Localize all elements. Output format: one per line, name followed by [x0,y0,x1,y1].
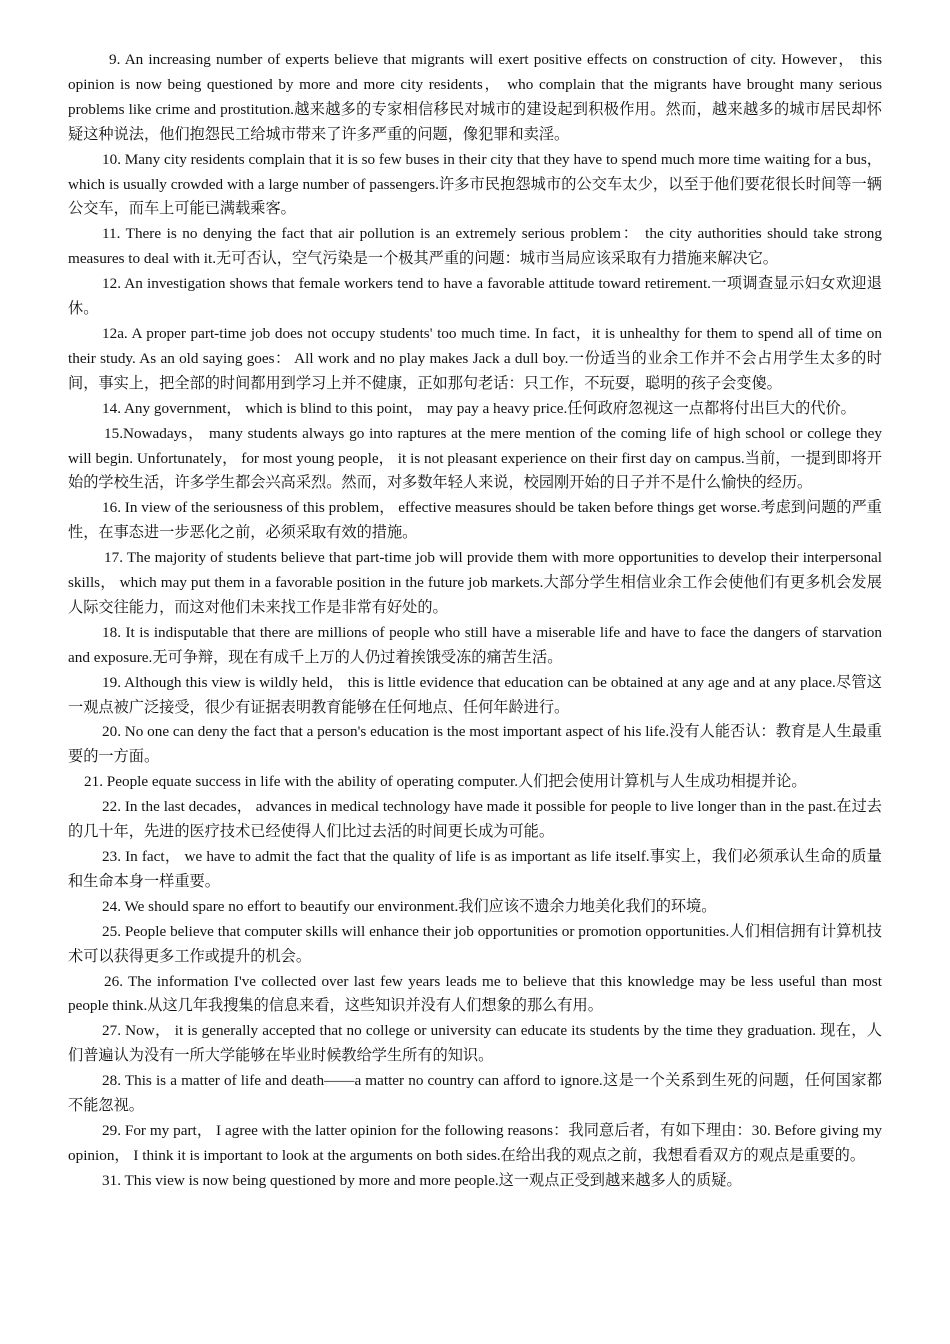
paragraph-17: 17. The majority of students believe that part-time job will provide them with more opportunities to develop their interpersonal skills， which may put them in a favorable position in the future job markets.大部分学生相信业余工作会使他们有更多机会发展人际交往能力，而这对他们未来找工作是非常有好处的。 [68,549,882,616]
paragraph-20: 20. No one can deny the fact that a person's education is the most important aspect of his life.没有人能否认：教育是人生最重要的一方面。 [68,723,882,766]
paragraph-28: 28. This is a matter of life and death——a matter no country can afford to ignore.这是一个关系到生死的问题，任何国家都不能忽视。 [68,1072,882,1115]
paragraph-19: 19. Although this view is wildly held， this is little evidence that education can be obtained at any age and at any place.尽管这一观点被广泛接受，很少有证据表明教育能够在任何地点、任何年龄进行。 [68,673,882,716]
paragraph-26: 26. The information I've collected over last few years leads me to believe that this knowledge may be less useful than most people think.从这几年我搜集的信息来看，这些知识并没有人们想象的那么有用。 [68,972,882,1015]
paragraph-14: 14. Any government， which is blind to this point， may pay a heavy price.任何政府忽视这一点都将付出巨大的代价。 [102,399,856,417]
paragraph-23: 23. In fact， we have to admit the fact that the quality of life is as important as life itself.事实上，我们必须承认生命的质量和生命本身一样重要。 [68,848,882,890]
paragraph-9: 9. An increasing number of experts believe that migrants will exert positive effects on construction of city. However， this opinion is now being questioned by more and more city residents， who complain that the migrants have brought many serious problems like crime and prostitution.越来越多的专家相信移民对城市的建设起到积极作用。然而，越来越多的城市居民却怀疑这种说法，他们抱怨民工给城市带来了许多严重的问题，像犯罪和卖淫。 [68,51,882,143]
paragraph-10: 10. Many city residents complain that it is so few buses in their city that they have to spend much more time waiting for a bus，which is usually crowded with a large number of passengers.许多市民抱怨城市的公交车太少，以至于他们要花很长时间等一辆公交车，而车上可能已满载乘客。 [68,150,882,218]
paragraph-27: 27. Now， it is generally accepted that no college or university can educate its students by the time they graduation. 现在，人们普遍认为没有一所大学能够在毕业时候教给学生所有的知识。 [68,1022,882,1065]
paragraph-12a: 12a. A proper part-time job does not occupy students' too much time. In fact，it is unhealthy for them to spend all of time on their study. As an old saying goes： All work and no play makes Jack a dull boy.一份适当的业余工作并不会占用学生太多的时间，事实上，把全部的时间都用到学习上并不健康，正如那句老话：只工作，不玩耍，聪明的孩子会变傻。 [68,324,882,392]
paragraph-15: 15.Nowadays， many students always go into raptures at the mere mention of the coming life of high school or college they will begin. Unfortunately， for most young people， it is not pleasant experience on their first day on campus.当前，一提到即将开始的学校生活，许多学生都会兴高采烈。然而，对多数年轻人来说，校园刚开始的日子并不是什么愉快的经历。 [68,424,882,492]
paragraph-18: 18. It is indisputable that there are millions of people who still have a miserable life and have to face the dangers of starvation and exposure.无可争辩，现在有成千上万的人仍过着挨饿受冻的痛苦生活。 [68,623,882,666]
paragraph-16: 16. In view of the seriousness of this problem， effective measures should be taken before things get worse.考虑到问题的严重性，在事态进一步恶化之前，必须采取有效的措施。 [68,499,882,542]
paragraph-24: 24. We should spare no effort to beautify our environment.我们应该不遗余力地美化我们的环境。 [102,897,717,915]
paragraph-11: 11. There is no denying the fact that air pollution is an extremely serious problem： the city authorities should take strong measures to deal with it.无可否认，空气污染是一个极其严重的问题：城市当局应该采取有力措施来解决它。 [68,225,882,268]
paragraph-22: 22. In the last decades， advances in medical technology have made it possible for people to live longer than in the past.在过去的几十年，先进的医疗技术已经使得人们比过去活的时间更长成为可能。 [68,798,882,841]
paragraph-25: 25. People believe that computer skills will enhance their job opportunities or promotion opportunities.人们相信拥有计算机技术可以获得更多工作或提升的机会。 [68,922,882,965]
paragraph-31: 31. This view is now being questioned by more and more people.这一观点正受到越来越多人的质疑。 [102,1171,742,1189]
paragraph-29-30: 29. For my part， I agree with the latter opinion for the following reasons：我同意后者，有如下理由：30. Before giving my opinion， I think it is important to look at the arguments on both sides.在给出我的观点之前，我想看看双方的观点是重要的。 [68,1121,882,1164]
paragraph-21: 21. People equate success in life with the ability of operating computer.人们把会使用计算机与人生成功相提并论。 [84,773,807,791]
paragraph-12: 12. An investigation shows that female workers tend to have a favorable attitude toward retirement.一项调查显示妇女欢迎退休。 [68,275,882,318]
